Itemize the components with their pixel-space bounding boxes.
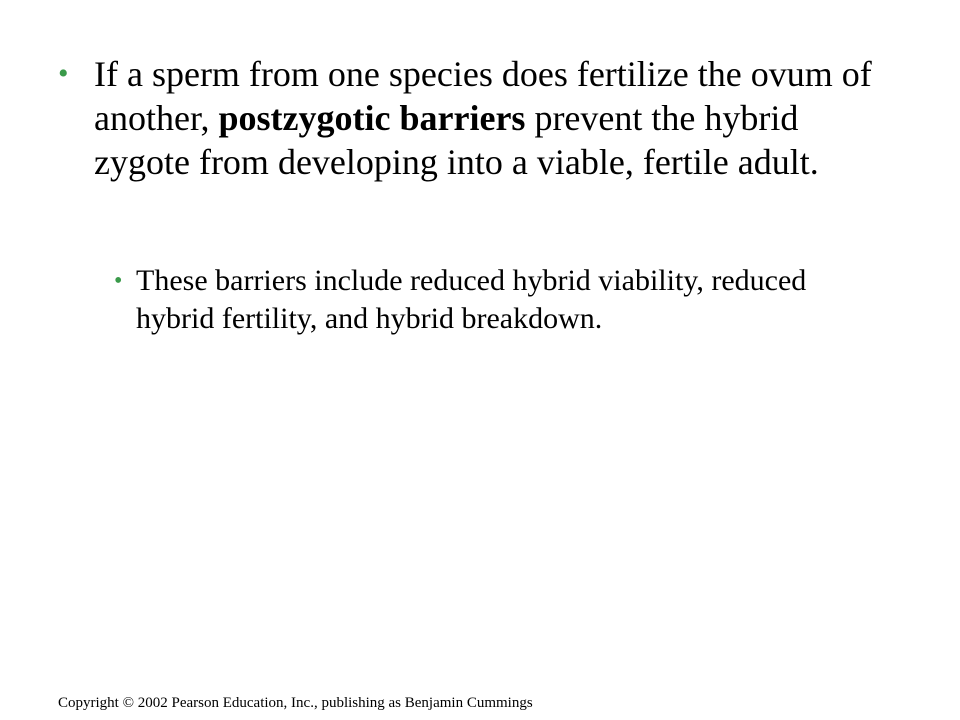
bullet-icon: • (58, 57, 69, 90)
main-bullet-bold-term: postzygotic barriers (218, 98, 526, 138)
bullet-icon: • (114, 268, 123, 294)
sub-bullet (114, 262, 834, 338)
copyright-footer: Copyright © 2002 Pearson Education, Inc., publishing as Benjamin Cummings (58, 695, 533, 711)
sub-bullet-text: These barriers include reduced hybrid viability, reduced hybrid fertility, and hybrid breakdown. (136, 264, 807, 335)
main-bullet (58, 52, 898, 184)
main-bullet-text (94, 52, 894, 184)
main-bullet-text-part1: If a sperm from one species does fertilize the ovum of another, (94, 54, 872, 138)
main-bullet-text-part2: prevent the hybrid zygote from developing into a viable, fertile adult. (94, 98, 819, 182)
